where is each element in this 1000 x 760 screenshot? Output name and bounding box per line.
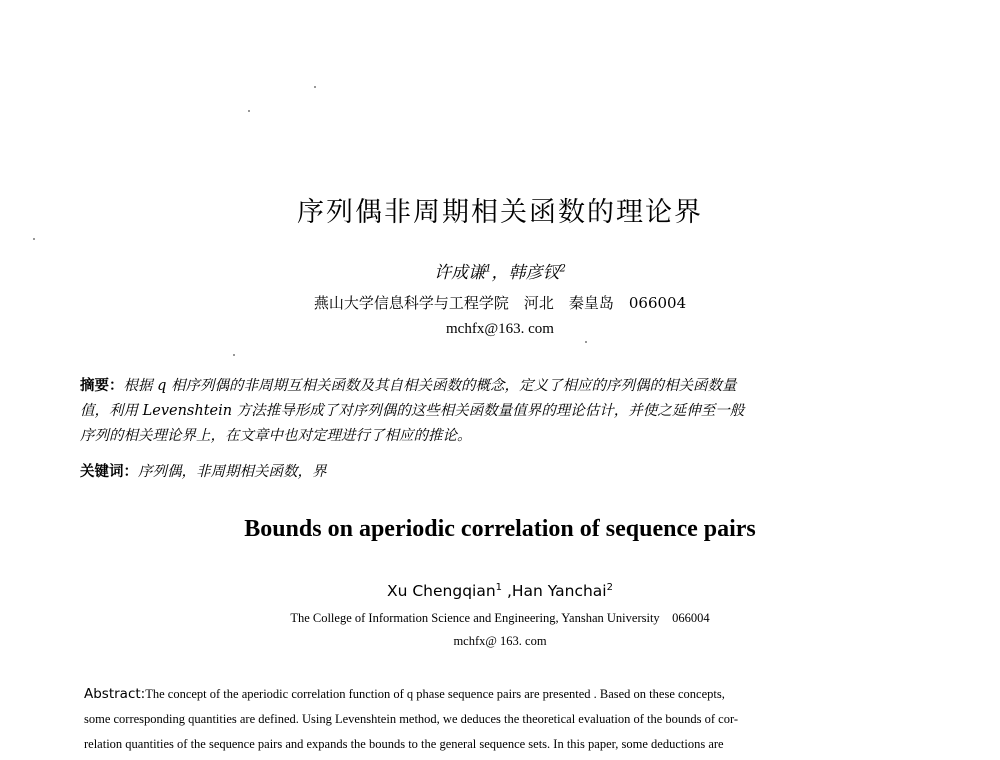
- author-1-affil-mark-en: 1: [495, 581, 503, 593]
- abstract-cn-line-text: 根据 q 相序列偶的非周期互相关函数及其自相关函数的概念，定义了相应的序列偶的相关函数量: [123, 378, 737, 394]
- authors-english: [0, 582, 1000, 600]
- author-1-affil-mark: 1: [485, 263, 492, 275]
- email-english: mchfx@ 163. com: [453, 634, 547, 648]
- affiliation-english: The College of Information Science and Engineering, Yanshan University 066004: [290, 611, 710, 625]
- abstract-en-line: some corresponding quantities are defined. Using Levenshtein method, we deduces the theoretical evaluation of the bounds of cor-: [84, 712, 739, 726]
- abstract-english: [84, 682, 874, 757]
- abstract-en-label: Abstract:: [84, 686, 146, 702]
- abstract-chinese: [80, 374, 870, 449]
- author-separator: ，: [491, 263, 509, 283]
- authors-chinese: [0, 258, 1000, 283]
- author-2-affil-mark: 2: [559, 263, 566, 275]
- email-chinese: mchfx@163. com: [446, 321, 554, 337]
- abstract-cn-line: 序列的相关理论界上，在文章中也对定理进行了相应的推论。: [80, 428, 472, 444]
- author-2-affil-mark-en: 2: [606, 581, 613, 593]
- abstract-cn-line: [80, 374, 870, 399]
- keywords-chinese: [80, 460, 870, 481]
- scan-speck: [248, 110, 250, 112]
- affiliation-chinese: 燕山大学信息科学与工程学院 河北 秦皇岛 066004: [313, 294, 687, 312]
- keywords-cn-text: 序列偶，非周期相关函数，界: [138, 464, 327, 480]
- author-1-name: 许成谦: [434, 263, 486, 283]
- author-2-name: 韩彦钗: [508, 263, 560, 283]
- abstract-cn-label: 摘要：: [80, 378, 124, 394]
- author-separator-en: ,: [502, 582, 512, 600]
- scan-speck: [33, 238, 35, 240]
- abstract-cn-line: 值，利用 Levenshtein 方法推导形成了对序列偶的这些相关函数量值界的理论估计，并使之延伸至一般: [80, 403, 745, 419]
- abstract-en-line: relation quantities of the sequence pairs and expands the bounds to the general sequence sets. In this paper, some deductions are: [84, 737, 724, 751]
- scan-speck: [314, 86, 316, 88]
- scan-speck: [585, 341, 587, 343]
- author-1-name-en: Xu Chengqian: [386, 582, 496, 600]
- paper-title-chinese: 序列偶非周期相关函数的理论界: [297, 197, 703, 228]
- author-2-name-en: Han Yanchai: [511, 582, 607, 600]
- keywords-cn-label: 关键词：: [80, 464, 138, 480]
- abstract-en-line: [84, 682, 874, 707]
- scan-speck: [233, 354, 235, 356]
- paper-title-english: Bounds on aperiodic correlation of sequence pairs: [244, 516, 756, 542]
- abstract-en-line-text: The concept of the aperiodic correlation function of q phase sequence pairs are presented . Based on these concepts,: [145, 687, 725, 701]
